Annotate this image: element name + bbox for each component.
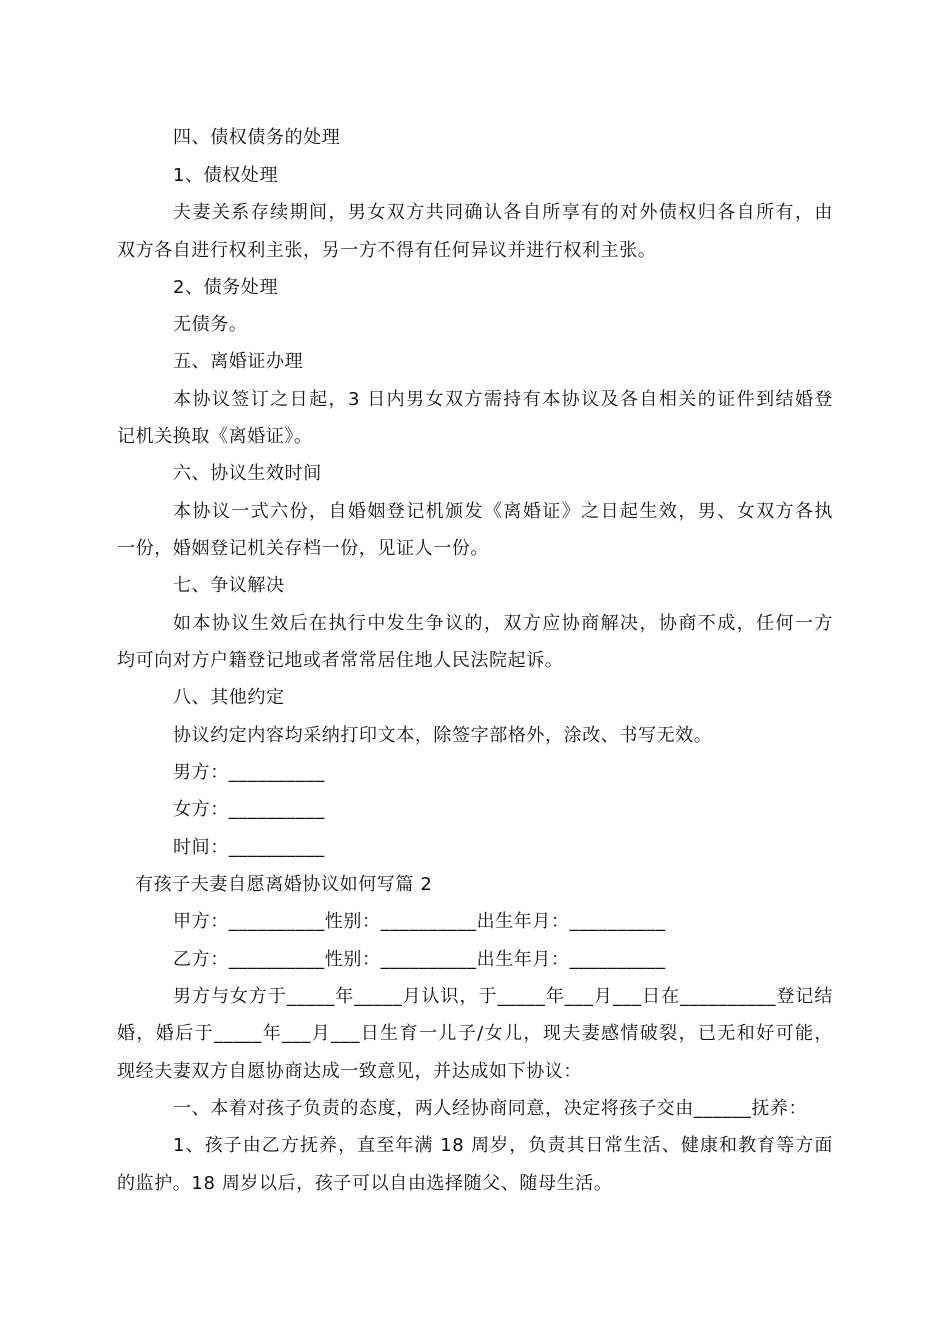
subheading-debts: 2、债务处理	[173, 277, 279, 298]
party-a-line: 甲方：__________性别：__________出生年月：__________	[173, 911, 666, 932]
paragraph-line: 本协议签订之日起，3 日内男女双方需持有本协议及各自相关的证件到结婚登	[173, 389, 833, 410]
paragraph-line: 本协议一式六份，自婚姻登记机颁发《离婚证》之日起生效，男、女双方各执	[173, 501, 833, 522]
paragraph-line: 如本协议生效后在执行中发生争议的，双方应协商解决，协商不成，任何一方	[173, 613, 833, 634]
paragraph-line: 无债务。	[173, 314, 248, 335]
signature-line-date: 时间：__________	[173, 837, 325, 858]
party-b-line: 乙方：__________性别：__________出生年月：__________	[173, 949, 666, 970]
paragraph-line: 夫妻关系存续期间，男女双方共同确认各自所享有的对外债权归各自所有，由	[173, 202, 833, 223]
paragraph-line: 男方与女方于_____年_____月认识，于_____年___月___日在__________登记结	[173, 986, 833, 1007]
section-heading-effective: 六、协议生效时间	[173, 463, 322, 484]
paragraph-line: 婚，婚后于_____年___月___日生育一儿子/女儿，现夫妻感情破裂，已无和好可能，	[117, 1023, 833, 1044]
paragraph-line: 协议约定内容均采纳打印文本，除签字部格外，涂改、书写无效。	[173, 725, 713, 746]
paragraph-line: 记机关换取《离婚证》。	[117, 426, 313, 447]
section-heading-disputes: 七、争议解决	[173, 575, 285, 596]
paragraph-line: 一份，婚姻登记机关存档一份，见证人一份。	[117, 538, 489, 559]
subheading-claims: 1、债权处理	[173, 165, 279, 186]
article-title: 有孩子夫妻自愿离婚协议如何写篇 2	[135, 874, 433, 895]
paragraph-line: 双方各自进行权利主张，另一方不得有任何异议并进行权利主张。	[117, 240, 657, 261]
section-heading-certificate: 五、离婚证办理	[173, 351, 304, 372]
paragraph-line: 现经夫妻双方自愿协商达成一致意见，并达成如下协议：	[117, 1061, 582, 1082]
paragraph-line: 1、孩子由乙方抚养，直至年满 18 周岁，负责其日常生活、健康和教育等方面	[173, 1135, 833, 1156]
clause-heading-custody: 一、本着对孩子负责的态度，两人经协商同意，决定将孩子交由______抚养：	[173, 1098, 808, 1119]
paragraph-line: 的监护。18 周岁以后，孩子可以自由选择随父、随母生活。	[117, 1173, 613, 1194]
section-heading-debts: 四、债权债务的处理	[173, 127, 341, 148]
section-heading-other: 八、其他约定	[173, 687, 285, 708]
signature-line-husband: 男方：__________	[173, 762, 325, 783]
paragraph-line: 均可向对方户籍登记地或者常常居住地人民法院起诉。	[117, 650, 564, 671]
signature-line-wife: 女方：__________	[173, 799, 325, 820]
